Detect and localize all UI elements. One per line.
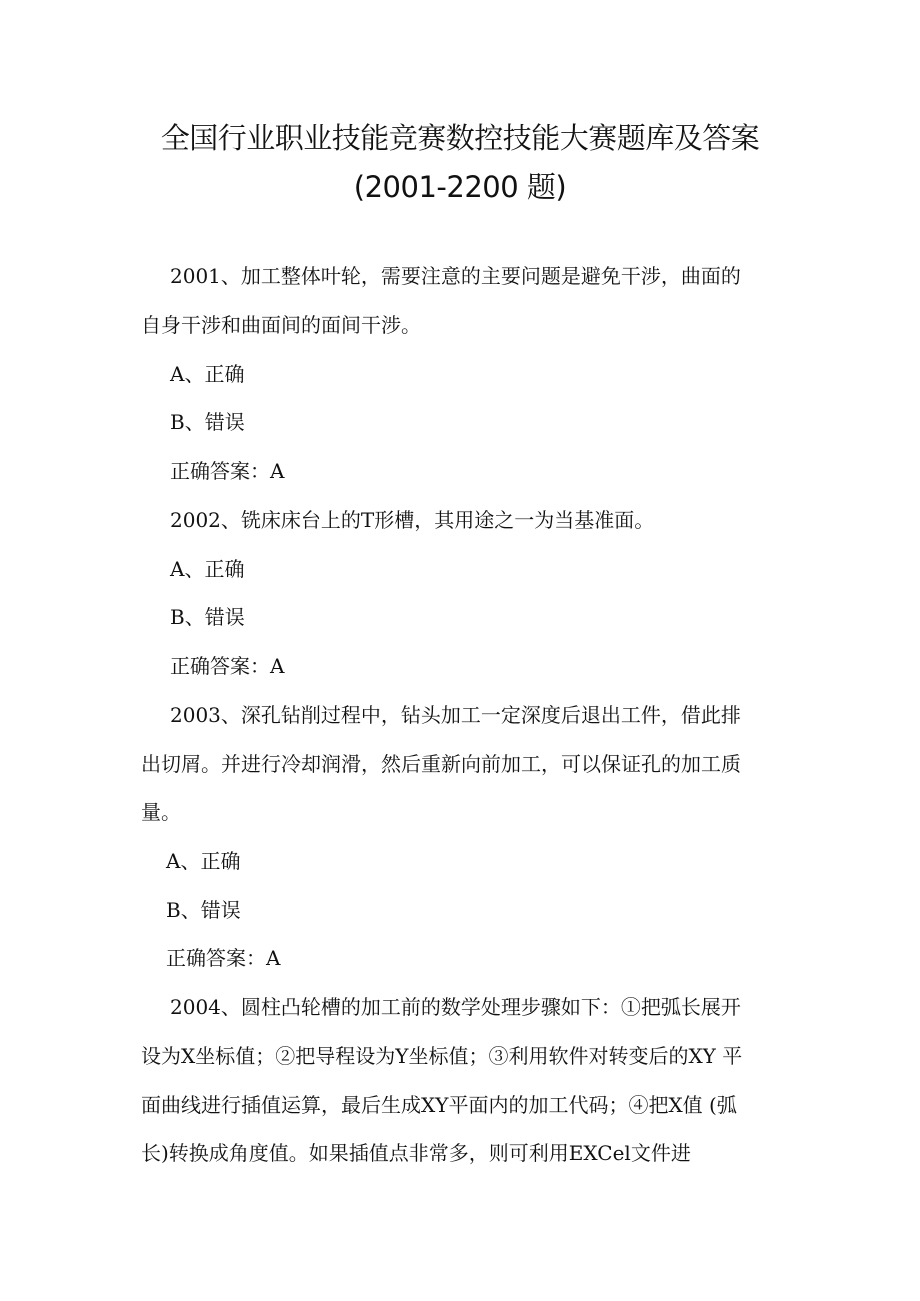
document-subtitle: (2001-2200 题) — [353, 170, 567, 204]
question-2003-line-2: 出切屑。并进行冷却润滑，然后重新向前加工，可以保证孔的加工质 — [141, 752, 741, 776]
question-2002-answer: 正确答案：A — [170, 654, 285, 678]
question-2001-option-b: B、错误 — [170, 410, 245, 434]
question-2004-line-2: 设为X坐标值；②把导程设为Y坐标值；③利用软件对转变后的XY 平 — [141, 1044, 743, 1068]
question-2001-option-a: A、正确 — [170, 362, 245, 386]
question-2003-line-3: 量。 — [141, 800, 181, 824]
question-2001-line-1: 2001、加工整体叶轮，需要注意的主要问题是避免干涉，曲面的 — [170, 264, 741, 288]
question-2003-option-b: B、错误 — [166, 898, 241, 922]
question-2004-line-4: 长)转换成角度值。如果插值点非常多，则可利用EXCel文件进 — [141, 1141, 691, 1165]
question-2001-answer: 正确答案：A — [170, 459, 285, 483]
question-2004-line-1: 2004、圆柱凸轮槽的加工前的数学处理步骤如下：①把弧长展开 — [170, 995, 741, 1019]
question-2003-option-a: A、正确 — [166, 849, 241, 873]
question-2001-line-2: 自身干涉和曲面间的面间干涉。 — [141, 313, 421, 337]
question-2004-line-3: 面曲线进行插值运算，最后生成XY平面内的加工代码；④把X值 (弧 — [141, 1093, 737, 1117]
question-2002-option-b: B、错误 — [170, 605, 245, 629]
question-2002-option-a: A、正确 — [170, 557, 245, 581]
question-2002-line-1: 2002、铣床床台上的T形槽，其用途之一为当基准面。 — [170, 508, 655, 532]
question-2003-line-1: 2003、深孔钻削过程中，钻头加工一定深度后退出工件，借此排 — [170, 703, 741, 727]
question-2003-answer: 正确答案：A — [166, 946, 281, 970]
document-title: 全国行业职业技能竞赛数控技能大赛题库及答案 — [160, 121, 760, 155]
